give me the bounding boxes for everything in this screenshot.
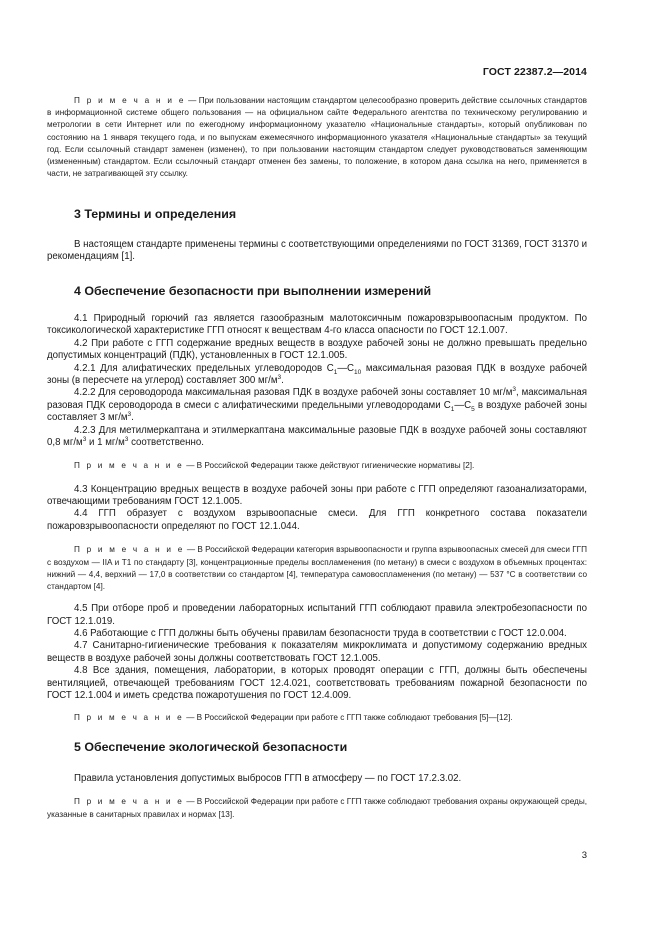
section-4: [47, 284, 587, 298]
page-number: 3: [581, 850, 587, 861]
section-4-body: [47, 313, 587, 725]
note-referenced-standards: [47, 95, 587, 180]
note-text: — При пользовании настоящим стандартом целесообразно проверить действие ссылочных стандартов в информационной системе общего пользования — на официальном сайте Федерального агентства по техническому регулированию и метрологии в сети Интернет или по ежегодному информационному указателю «Национальные стандарты», который опубликован по состоянию на 1 января текущего года, и по выпускам ежемесячного информационного указателя «Национальные стандарты» за текущий год. Если ссылочный стандарт заменен (изменен), то при пользовании настоящим стандартом следует руководствоваться заменяющим (измененным) стандартом. Если ссылочный стандарт отменен без замены, то положение, в котором дана ссылка на него, применяется в части, не затрагивающей эту ссылку.: [47, 96, 588, 179]
paragraph-4-8: 4.8 Все здания, помещения, лаборатории, в которых проводят операции с ГГП, должны быть обеспечены вентиляцией, отвечающей требованиям ГОСТ 12.4.021, соответствовать требованиям пожарной безопасности по ГОСТ 12.1.004 и иметь средства пожаротушения по ГОСТ 12.4.009.: [47, 665, 587, 701]
section-title: 5 Обеспечение экологической безопасности: [74, 740, 348, 754]
paragraph-4-5: 4.5 При отборе проб и проведении лабораторных испытаний ГГП соблюдают правила электробезопасности по ГОСТ 12.1.019.: [47, 603, 587, 627]
note-text: — В Российской Федерации при работе с ГГП также соблюдают требования охраны окружающей среды, указанные в санитарных правилах и нормах [13].: [47, 797, 587, 819]
section-title: 3 Термины и определения: [74, 207, 237, 221]
note-environment: [47, 796, 587, 820]
paragraph-4-3: 4.3 Концентрацию вредных веществ в воздухе рабочей зоны при работе с ГГП определяют газоанализаторами, отвечающими требованиям ГОСТ 12.1.005.: [47, 483, 587, 508]
paragraph-4-1: 4.1 Природный горючий газ является газообразным малотоксичным пожаровзрывоопасным продуктом. По токсикологической характеристике ГГП относят к веществам 4-го класса опасности по ГОСТ 12.1.007.: [47, 313, 587, 337]
paragraph: Правила установления допустимых выбросов ГГП в атмосферу — по ГОСТ 17.2.3.02.: [74, 773, 462, 784]
note-label: П р и м е ч а н и е: [74, 96, 186, 105]
paragraph-4-2-1: 4.2.1 Для алифатических предельных углеводородов $С_1—С_{10}$ максимальная разовая ПДК в воздухе рабочей зоны (в пересчете на углерод) составляет 300 $мг/м^3$.: [47, 362, 588, 387]
paragraph: В настоящем стандарте применены термины с соответствующими определениями по ГОСТ 31369, ГОСТ 31370 и рекомендациям [1].: [47, 239, 587, 263]
paragraph-4-2: 4.2 При работе с ГГП содержание вредных веществ в воздухе рабочей зоны не должно превышать предельно допустимых концентраций (ПДК), установленных в ГОСТ 12.1.005.: [47, 337, 587, 362]
section-3-body: [47, 239, 587, 264]
note-hygiene: [47, 460, 587, 472]
paragraph-4-7: 4.7 Санитарно-гигиенические требования к показателям микроклимата и допустимому содержанию вредных веществ в воздухе рабочей зоны должны соответствовать ГОСТ 12.1.005.: [47, 640, 587, 664]
note-explosion: [47, 544, 587, 593]
paragraph-4-2-2: 4.2.2 Для сероводорода максимальная разовая ПДК в воздухе рабочей зоны составляет 10 $мг/м^3$, максимальная разовая ПДК сероводорода в смеси с алифатическими предельными углеводородами $С_1—С_5$ в воздухе рабочей зоны составляет 3 $мг/м^3$.: [47, 386, 587, 424]
document-header: ГОСТ 22387.2—2014: [482, 66, 587, 78]
note-text: — В Российской Федерации категория взрывоопасности и группа взрывоопасных смесей для смеси ГГП с воздухом — IIA и Т1 по стандарту [3], концентрационные пределы воспламенения (по метану) в смеси с воздухом в объемных процентах: нижний — 4,4, верхний — 17,0 в соответствии со стандартом [4], температура самовоспламенения (по метану) — 537 °С в соответствии со стандартом [4].: [47, 545, 588, 591]
note-label: П р и м е ч а н и е: [74, 461, 184, 471]
note-requirements: [47, 712, 587, 724]
section-5-body: [47, 773, 587, 821]
section-5: [47, 740, 587, 754]
paragraph-4-6: 4.6 Работающие с ГГП должны быть обучены правилам безопасности труда в соответствии с ГОСТ 12.0.004.: [74, 627, 567, 639]
section-3: [47, 207, 587, 221]
note-text: — В Российской Федерации также действуют гигиенические нормативы [2].: [183, 461, 475, 471]
section-title: 4 Обеспечение безопасности при выполнении измерений: [74, 284, 432, 298]
note-label: П р и м е ч а н и е: [74, 797, 185, 807]
note-label: П р и м е ч а н и е: [74, 713, 184, 723]
note-label: П р и м е ч а н и е: [74, 545, 185, 555]
paragraph-4-4: 4.4 ГГП образует с воздухом взрывоопасные смеси. Для ГГП конкретного состава показатели пожаровзрывоопасности определяют по ГОСТ 12.1.044.: [47, 508, 587, 532]
note-text: — В Российской Федерации при работе с ГГП также соблюдают требования [5]—[12].: [183, 713, 513, 723]
paragraph-4-2-3: 4.2.3 Для метилмеркаптана и этилмеркаптана максимальные разовые ПДК в воздухе рабочей зоны составляют 0,8 $мг/м^3$ и 1 $мг/м^3$ соответственно.: [47, 424, 587, 449]
